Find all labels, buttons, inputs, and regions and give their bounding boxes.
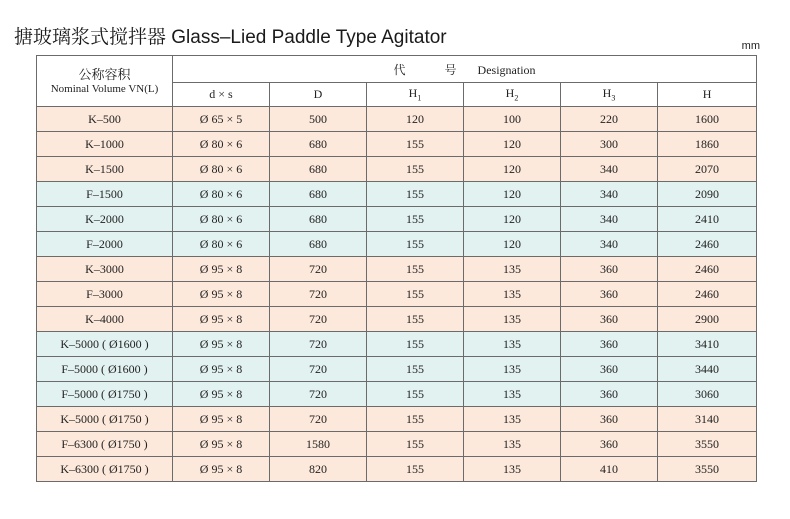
table-row (37, 307, 757, 332)
cell-h3: 300 (561, 132, 658, 157)
table-row (37, 407, 757, 432)
cell-name: K–500 (37, 107, 173, 132)
column-header-H: H (658, 83, 757, 107)
cell-name: F–5000 ( Ø1750 ) (37, 382, 173, 407)
cell-h: 1860 (658, 132, 757, 157)
cell-h1: 155 (367, 332, 464, 357)
cell-name: K–2000 (37, 207, 173, 232)
table-row (37, 232, 757, 257)
cell-h2: 135 (464, 382, 561, 407)
cell-d: 680 (270, 232, 367, 257)
cell-ds: Ø 80 × 6 (173, 232, 270, 257)
cell-ds: Ø 95 × 8 (173, 357, 270, 382)
cell-h2: 120 (464, 132, 561, 157)
cell-ds: Ø 95 × 8 (173, 432, 270, 457)
table-row (37, 107, 757, 132)
cell-d: 680 (270, 157, 367, 182)
cell-h3: 340 (561, 207, 658, 232)
cell-name: K–4000 (37, 307, 173, 332)
cell-h3: 360 (561, 407, 658, 432)
cell-ds: Ø 95 × 8 (173, 457, 270, 482)
cell-h1: 155 (367, 457, 464, 482)
cell-h2: 135 (464, 407, 561, 432)
cell-ds: Ø 95 × 8 (173, 332, 270, 357)
cell-h3: 360 (561, 382, 658, 407)
cell-h: 3140 (658, 407, 757, 432)
cell-ds: Ø 95 × 8 (173, 407, 270, 432)
cell-name: K–6300 ( Ø1750 ) (37, 457, 173, 482)
cell-h: 3550 (658, 432, 757, 457)
column-header-D: D (270, 83, 367, 107)
cell-ds: Ø 95 × 8 (173, 307, 270, 332)
cell-h: 2090 (658, 182, 757, 207)
cell-h1: 155 (367, 357, 464, 382)
cell-h1: 155 (367, 282, 464, 307)
cell-h2: 135 (464, 307, 561, 332)
column-header-H3: $H_3$ (561, 83, 658, 107)
cell-h1: 155 (367, 382, 464, 407)
cell-h2: 120 (464, 232, 561, 257)
agitator-spec-table (36, 55, 757, 482)
cell-h1: 155 (367, 132, 464, 157)
cell-h: 3410 (658, 332, 757, 357)
designation-header-en: Designation (477, 62, 536, 77)
cell-h: 2900 (658, 307, 757, 332)
cell-h2: 120 (464, 182, 561, 207)
cell-ds: Ø 80 × 6 (173, 207, 270, 232)
table-row (37, 257, 757, 282)
table-row (37, 382, 757, 407)
cell-h3: 360 (561, 432, 658, 457)
table-row (37, 282, 757, 307)
table-row (37, 157, 757, 182)
cell-h2: 135 (464, 332, 561, 357)
unit-label: mm (741, 40, 760, 52)
cell-h3: 360 (561, 257, 658, 282)
cell-d: 720 (270, 382, 367, 407)
cell-h: 3060 (658, 382, 757, 407)
cell-h3: 360 (561, 357, 658, 382)
cell-d: 820 (270, 457, 367, 482)
cell-ds: Ø 95 × 8 (173, 257, 270, 282)
designation-header (173, 56, 757, 83)
column-header-ds: d × s (173, 83, 270, 107)
volume-header-en: Nominal Volume VN(L) (50, 82, 159, 95)
cell-h1: 155 (367, 182, 464, 207)
cell-name: K–1000 (37, 132, 173, 157)
cell-h2: 135 (464, 357, 561, 382)
cell-name: K–5000 ( Ø1750 ) (37, 407, 173, 432)
volume-header-cn: 公称容积 (78, 66, 131, 82)
cell-ds: Ø 80 × 6 (173, 157, 270, 182)
cell-name: F–1500 (37, 182, 173, 207)
cell-h1: 155 (367, 207, 464, 232)
cell-d: 720 (270, 357, 367, 382)
cell-h1: 155 (367, 307, 464, 332)
cell-name: K–1500 (37, 157, 173, 182)
table-header-row (37, 56, 757, 83)
cell-h3: 340 (561, 157, 658, 182)
cell-d: 720 (270, 332, 367, 357)
cell-h3: 360 (561, 307, 658, 332)
cell-ds: Ø 65 × 5 (173, 107, 270, 132)
cell-h2: 120 (464, 157, 561, 182)
cell-d: 500 (270, 107, 367, 132)
cell-d: 720 (270, 257, 367, 282)
cell-ds: Ø 80 × 6 (173, 182, 270, 207)
cell-h3: 360 (561, 332, 658, 357)
cell-h1: 155 (367, 232, 464, 257)
cell-h3: 410 (561, 457, 658, 482)
cell-h2: 100 (464, 107, 561, 132)
cell-h1: 155 (367, 157, 464, 182)
cell-name: K–5000 ( Ø1600 ) (37, 332, 173, 357)
cell-h1: 155 (367, 407, 464, 432)
cell-h3: 340 (561, 182, 658, 207)
cell-h: 3440 (658, 357, 757, 382)
cell-name: F–6300 ( Ø1750 ) (37, 432, 173, 457)
column-header-H1: $H_1$ (367, 83, 464, 107)
cell-d: 720 (270, 282, 367, 307)
table-row (37, 357, 757, 382)
cell-h2: 135 (464, 432, 561, 457)
cell-h2: 120 (464, 207, 561, 232)
cell-h: 2460 (658, 282, 757, 307)
cell-d: 720 (270, 407, 367, 432)
cell-h: 2070 (658, 157, 757, 182)
cell-d: 680 (270, 207, 367, 232)
cell-d: 1580 (270, 432, 367, 457)
cell-h3: 360 (561, 282, 658, 307)
cell-h3: 220 (561, 107, 658, 132)
cell-name: F–5000 ( Ø1600 ) (37, 357, 173, 382)
table-row (37, 332, 757, 357)
cell-h2: 135 (464, 282, 561, 307)
cell-ds: Ø 95 × 8 (173, 382, 270, 407)
cell-h: 3550 (658, 457, 757, 482)
designation-header-cn: 代 号 (393, 62, 475, 77)
cell-h3: 340 (561, 232, 658, 257)
cell-name: K–3000 (37, 257, 173, 282)
cell-h2: 135 (464, 457, 561, 482)
cell-name: F–3000 (37, 282, 173, 307)
cell-h: 1600 (658, 107, 757, 132)
cell-d: 680 (270, 182, 367, 207)
table-row (37, 207, 757, 232)
cell-h1: 155 (367, 257, 464, 282)
cell-d: 720 (270, 307, 367, 332)
cell-ds: Ø 95 × 8 (173, 282, 270, 307)
cell-h: 2460 (658, 257, 757, 282)
cell-h: 2460 (658, 232, 757, 257)
table-row (37, 132, 757, 157)
volume-header (37, 56, 173, 107)
cell-h1: 155 (367, 432, 464, 457)
cell-d: 680 (270, 132, 367, 157)
table-row (37, 182, 757, 207)
cell-name: F–2000 (37, 232, 173, 257)
column-header-H2: $H_2$ (464, 83, 561, 107)
table-row (37, 457, 757, 482)
table-row (37, 432, 757, 457)
cell-h1: 120 (367, 107, 464, 132)
cell-h2: 135 (464, 257, 561, 282)
cell-h: 2410 (658, 207, 757, 232)
cell-ds: Ø 80 × 6 (173, 132, 270, 157)
page-title: 搪玻璃浆式搅拌器 Glass–Lied Paddle Type Agitator (14, 27, 447, 48)
